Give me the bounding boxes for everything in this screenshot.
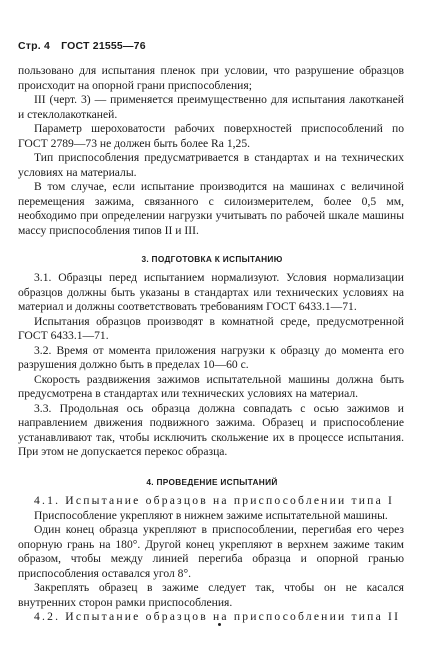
section-heading-3: 3. ПОДГОТОВКА К ИСПЫТАНИЮ	[141, 254, 283, 264]
paragraph: В том случае, если испытание производится на машинах с величиной перемещения зажима, связанного с силоизмерителем, более 0,5 мм, необходимо при определении нагрузки учитывать по рабочей шкале машины массу приспособления типов II и III.	[18, 180, 404, 237]
page-mark	[218, 623, 221, 626]
page-header	[18, 40, 154, 52]
subsection-title: 4.1. Испытание образцов на приспособлении типа I	[34, 494, 395, 507]
paragraph: Скорость раздвижения зажимов испытательной машины должна быть предусмотрена в стандартах или технических условиях на материал.	[18, 372, 404, 400]
section-3-text	[18, 271, 404, 460]
subsection-title: 4.2. Испытание образцов на приспособлении типа II	[34, 610, 401, 623]
paragraph: 3.1. Образцы перед испытанием нормализуют. Условия нормализации образцов должны быть указаны в стандартах или технических условиях на материал и должны соответствовать требованиям ГОСТ 6433.1—71.	[18, 271, 404, 313]
paragraph: Тип приспособления предусматривается в стандартах и на технических условиях на материалы.	[18, 151, 404, 179]
section-4-text	[18, 494, 404, 625]
paragraph: Испытания образцов производят в комнатной среде, предусмотренной ГОСТ 6433.1—71.	[18, 314, 404, 342]
paragraph: III (черт. 3) — применяется преимущественно для испытания лакотканей и стеклолакотканей.	[18, 93, 404, 121]
paragraph: Закреплять образец в зажиме следует так, чтобы он не касался внутренних сторон рамки приспособления.	[18, 581, 404, 609]
standard-number: ГОСТ 21555—76	[61, 40, 146, 52]
paragraph: 3.2. Время от момента приложения нагрузки к образцу до момента его разрушения должно быть в пределах 10—60 с.	[18, 343, 404, 371]
paragraph: Один конец образца укрепляют в приспособлении, перегибая его через опорную грань на 180°. Другой конец укрепляют в верхнем зажиме таким образом, чтобы между линией перегиба образца и опорной гранью приспособления оставался угол 8°.	[18, 523, 404, 580]
paragraph: Параметр шероховатости рабочих поверхностей приспособлений по ГОСТ 2789—73 не должен быть более Ra 1,25.	[18, 122, 404, 150]
page-number: Стр. 4	[18, 40, 51, 52]
section-heading-4: 4. ПРОВЕДЕНИЕ ИСПЫТАНИЙ	[146, 477, 278, 487]
intro-text	[18, 64, 404, 238]
paragraph: 3.3. Продольная ось образца должна совпадать с осью зажимов и направлением движения подвижного зажима. Образец и приспособление устанавливают так, чтобы исключить скольжение их в процессе испытания. При этом не допускается перекос образца.	[18, 401, 404, 458]
paragraph: Приспособление укрепляют в нижнем зажиме испытательной машины.	[34, 508, 388, 522]
paragraph: пользовано для испытания пленок при условии, что разрушение образцов происходит на опорной грани приспособления;	[18, 64, 404, 92]
